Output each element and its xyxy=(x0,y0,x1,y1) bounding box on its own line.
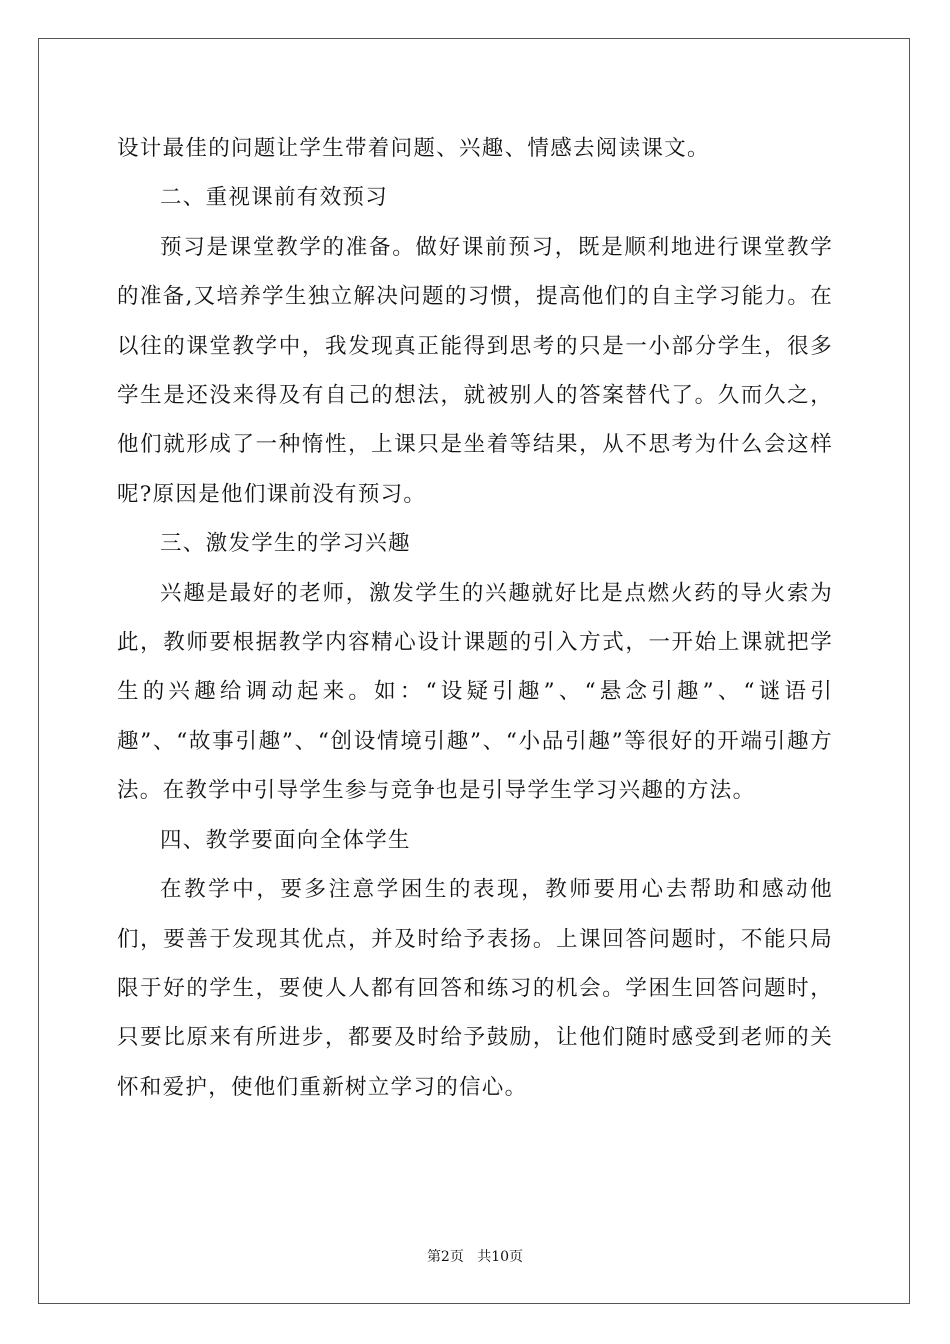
paragraph-interest: 兴趣是最好的老师，激发学生的兴趣就好比是点燃火药的导火索为此，教师要根据教学内容精心设计课题的引入方式，一开始上课就把学生的兴趣给调动起来。如：“设疑引趣”、“悬念引趣”、“谜语引趣”、“故事引趣”、“创设情境引趣”、“小品引趣”等很好的开端引趣方法。在教学中引导学生参与竞争也是引导学生学习兴趣的方法。 xyxy=(117,580,833,804)
section-heading-2: 二、重视课前有效预习 xyxy=(160,185,389,211)
section-heading-4: 四、教学要面向全体学生 xyxy=(160,827,411,853)
paragraph-preview: 预习是课堂教学的准备。做好课前预习，既是顺利地进行课堂教学的准备,又培养学生独立解决问题的习惯，提高他们的自主学习能力。在以往的课堂教学中，我发现真正能得到思考的只是一小部分学生，很多学生是还没来得及有自己的想法，就被别人的答案替代了。久而久之，他们就形成了一种惰性，上课只是坐着等结果，从不思考为什么会这样呢?原因是他们课前没有预习。 xyxy=(117,234,833,507)
page-footer xyxy=(0,1246,950,1266)
section-heading-3: 三、激发学生的学习兴趣 xyxy=(160,531,411,557)
page-total: 共10页 xyxy=(477,1249,524,1265)
paragraph-continuation: 设计最佳的问题让学生带着问题、兴趣、情感去阅读课文。 xyxy=(117,136,710,161)
paragraph-all-students: 在教学中，要多注意学困生的表现，教师要用心去帮助和感动他们，要善于发现其优点，并及时给予表扬。上课回答问题时，不能只局限于好的学生，要使人人都有回答和练习的机会。学困生回答问题时，只要比原来有所进步，都要及时给予鼓励，让他们随时感受到老师的关怀和爱护，使他们重新树立学习的信心。 xyxy=(117,877,833,1100)
document-body xyxy=(117,124,833,1112)
page-number: 第2页 xyxy=(426,1249,464,1265)
